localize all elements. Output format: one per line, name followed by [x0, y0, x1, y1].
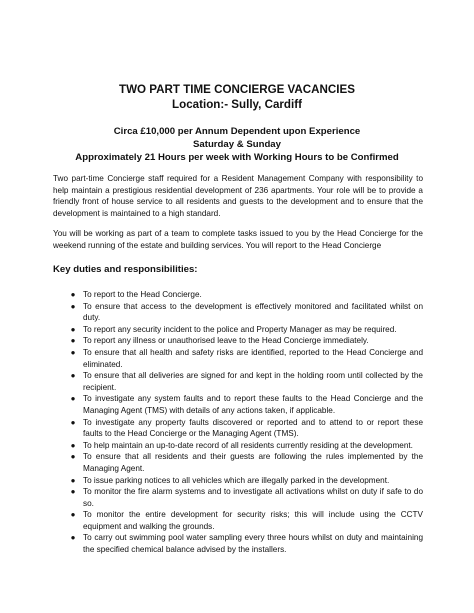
duty-text: To ensure that all health and safety risks are identified, reported to the Head Concierge and eliminated.	[83, 347, 423, 369]
bullet-icon: ●	[70, 487, 76, 497]
duty-item	[53, 301, 423, 324]
bullet-icon: ●	[70, 290, 76, 299]
duty-text: To investigate any property faults discovered or reported and to attend to or report these faults to the Head Concierge or the Managing Agent (TMS).	[83, 417, 423, 439]
duty-text: To monitor the entire development for security risks; this will include using the CCTV equipment and walking the grounds.	[83, 510, 423, 531]
title-vacancies: TWO PART TIME CONCIERGE VACANCIES	[119, 83, 355, 96]
duty-text: To ensure that all deliveries are signed for and kept in the holding room until collected by the recipient.	[83, 371, 423, 392]
duty-text: To report any security incident to the police and Property Manager as may be required.	[83, 324, 397, 334]
days-line: Saturday & Sunday	[193, 139, 281, 150]
duty-text: To investigate any system faults and to report these faults to the Head Concierge and the Managing Agent (TMS) with details of any actions taken, if applicable.	[83, 394, 423, 415]
duty-item	[53, 486, 423, 509]
bullet-icon: ●	[70, 347, 76, 357]
title-location: Location:- Sully, Cardiff	[172, 98, 302, 111]
duties-heading: Key duties and responsibilities:	[53, 264, 198, 275]
duties-list	[53, 289, 423, 556]
duty-item	[53, 289, 423, 301]
bullet-icon: ●	[70, 440, 76, 450]
hours-line: Approximately 21 Hours per week with Working Hours to be Confirmed	[75, 152, 399, 163]
duty-item	[53, 370, 423, 393]
duty-text: To help maintain an up-to-date record of all residents currently residing at the development.	[83, 440, 413, 450]
duty-item	[53, 475, 423, 487]
team-paragraph: You will be working as part of a team to complete tasks issued to you by the Head Concierge for the weekend running of the estate and building services. You will report to the Head Concierge	[53, 229, 423, 250]
salary-line: Circa £10,000 per Annum Dependent upon Experience	[113, 126, 361, 137]
bullet-icon: ●	[70, 533, 76, 543]
duty-item	[53, 393, 423, 416]
duty-text: To report to the Head Concierge.	[83, 290, 202, 299]
bullet-icon: ●	[70, 417, 76, 427]
duty-text: To ensure that all residents and their guests are following the rules implemented by the Managing Agent.	[83, 452, 423, 473]
bullet-icon: ●	[70, 394, 76, 404]
bullet-icon: ●	[70, 336, 76, 346]
duty-item	[53, 347, 423, 370]
duty-item	[53, 324, 423, 336]
duty-item	[53, 417, 423, 440]
duty-text: To monitor the fire alarm systems and to investigate all activations whilst on duty if safe to do so.	[83, 487, 423, 508]
duty-item	[53, 335, 423, 347]
duty-item	[53, 451, 423, 474]
duty-text: To ensure that access to the development is effectively monitored and facilitated whilst on duty.	[83, 301, 423, 323]
bullet-icon: ●	[70, 510, 76, 520]
bullet-icon: ●	[70, 324, 76, 334]
bullet-icon: ●	[70, 452, 76, 462]
bullet-icon: ●	[70, 301, 76, 311]
duty-item	[53, 440, 423, 452]
duty-text: To issue parking notices to all vehicles which are illegally parked in the development.	[83, 475, 390, 485]
bullet-icon: ●	[70, 475, 76, 485]
intro-paragraph: Two part-time Concierge staff required for a Resident Management Company with responsibility to help maintain a prestigious residential development of 236 apartments. Your role will be to provide a friendly front of house service to all residents and guests to the development and to ensure that the development is maintained to a high standard.	[53, 174, 423, 218]
duty-item	[53, 532, 423, 555]
duty-text: To report any illness or unauthorised leave to the Head Concierge immediately.	[83, 336, 369, 346]
duty-text: To carry out swimming pool water sampling every three hours whilst on duty and maintaining the specified chemical balance advised by the installers.	[83, 533, 423, 555]
bullet-icon: ●	[70, 371, 76, 381]
duty-item	[53, 509, 423, 532]
